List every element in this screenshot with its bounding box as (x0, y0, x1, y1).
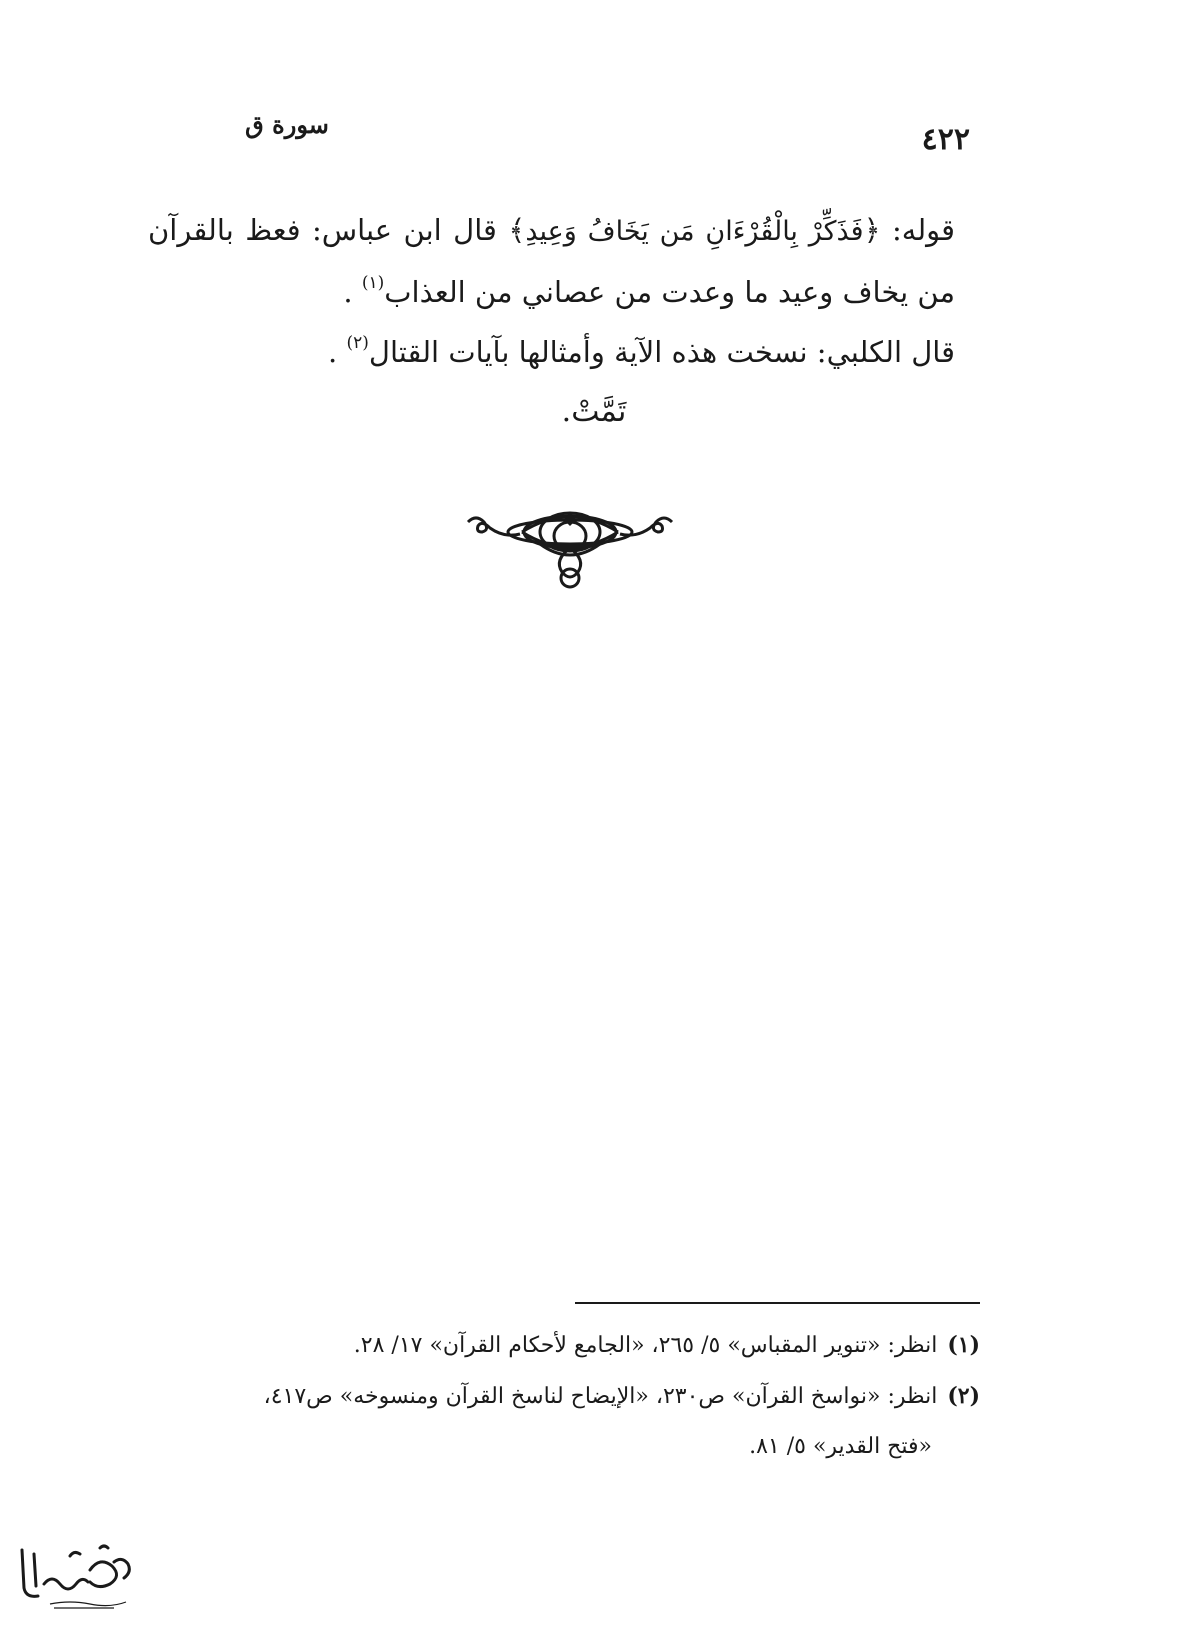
paragraph-text: قال ابن عباس: فعظ بالقرآن من يخاف وعيد ما وعدت من عصاني من العذاب (148, 213, 955, 309)
page-number: ٤٢٢ (921, 122, 970, 157)
closing-word: تَمَّتْ. (561, 394, 627, 429)
footnote-ref-1[interactable]: (١) (361, 273, 385, 293)
footnotes (130, 1320, 980, 1472)
paragraph-lead: قوله: (880, 213, 956, 247)
quran-close-brace: ﴾ (508, 213, 526, 247)
footnote-separator (575, 1302, 980, 1304)
paragraph-ibn-abbas (148, 200, 980, 322)
footnote-2 (130, 1371, 980, 1472)
paragraph-end: . (343, 275, 362, 309)
footnote-text: انظر: «تنوير المقباس» ٥/ ٢٦٥، «الجامع لأحكام القرآن» ١٧/ ٢٨. (353, 1333, 938, 1358)
footnote-number: (٢) (947, 1383, 980, 1409)
publisher-calligraphy-logo (10, 1540, 140, 1612)
footnote-number: (١) (947, 1332, 980, 1358)
quran-verse: فَذَكِّرْ بِالْقُرْءَانِ مَن يَخَافُ وَعِيدِ (525, 216, 864, 247)
body-text (148, 200, 980, 442)
paragraph-text: قال الكلبي: نسخت هذه الآية وأمثالها بآيات القتال (368, 335, 955, 369)
footnote-1 (130, 1320, 980, 1371)
footnote-text: انظر: «نواسخ القرآن» ص٢٣٠، «الإيضاح لناسخ القرآن ومنسوخه» ص٤١٧، (263, 1384, 938, 1409)
quran-open-brace: ﴿ (863, 213, 881, 247)
footnote-continuation: «فتح القدير» ٥/ ٨١. (749, 1434, 932, 1459)
paragraph-end: . (328, 335, 347, 369)
footnote-ref-2[interactable]: (٢) (346, 333, 369, 353)
divider-ornament-icon (460, 508, 680, 593)
running-head: سورة ق (245, 110, 329, 139)
paragraph-kalbi (148, 322, 980, 382)
